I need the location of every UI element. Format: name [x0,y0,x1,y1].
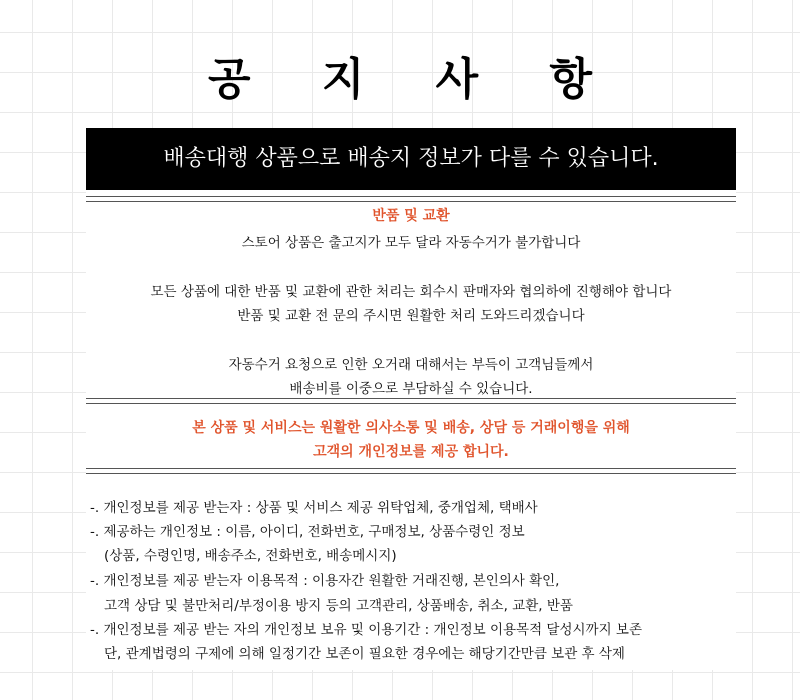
privacy-item: (상품, 수령인명, 배송주소, 전화번호, 배송메시지) [104,548,397,564]
divider [86,468,736,474]
privacy-item: -. 개인정보를 제공 받는자 이용목적 : 이용자간 원활한 거래진행, 본인의사 확인, [90,573,560,589]
privacy-item: -. 개인정보를 제공 받는자 : 상품 및 서비스 제공 위탁업체, 중개업체, 택배사 [90,500,538,516]
privacy-heading: 고객의 개인정보를 제공 합니다. [313,444,509,460]
notice-banner: 배송대행 상품으로 배송지 정보가 다를 수 있습니다. [86,128,736,190]
privacy-item: 고객 상담 및 불만처리/부정이용 방지 등의 고객관리, 상품배송, 취소, 교환, 반품 [104,598,573,614]
returns-line: 반품 및 교환 전 문의 주시면 원활한 처리 도와드리겠습니다 [237,308,585,324]
returns-line: 배송비를 이중으로 부담하실 수 있습니다. [289,381,533,397]
returns-line: 스토어 상품은 출고지가 모두 달라 자동수거가 불가합니다 [241,235,581,251]
privacy-item: 단, 관계법령의 구제에 의해 일정기간 보존이 필요한 경우에는 해당기간만큼 보관 후 삭제 [104,646,625,662]
privacy-item: -. 개인정보를 제공 받는 자의 개인정보 보유 및 이용기간 : 개인정보 이용목적 달성시까지 보존 [90,622,643,638]
privacy-item: -. 제공하는 개인정보 : 이름, 아이디, 전화번호, 구매정보, 상품수령인 정보 [90,524,525,540]
returns-heading: 반품 및 교환 [372,208,450,224]
privacy-heading: 본 상품 및 서비스는 원활한 의사소통 및 배송, 상담 등 거래이행을 위해 [192,420,630,436]
page-title: 공 지 사 항 [208,54,620,105]
returns-line: 자동수거 요청으로 인한 오거래 대해서는 부득이 고객님들께서 [228,357,594,373]
divider [86,196,736,202]
divider [86,398,736,404]
returns-line: 모든 상품에 대한 반품 및 교환에 관한 처리는 회수시 판매자와 협의하에 진행해야 합니다 [150,284,672,300]
